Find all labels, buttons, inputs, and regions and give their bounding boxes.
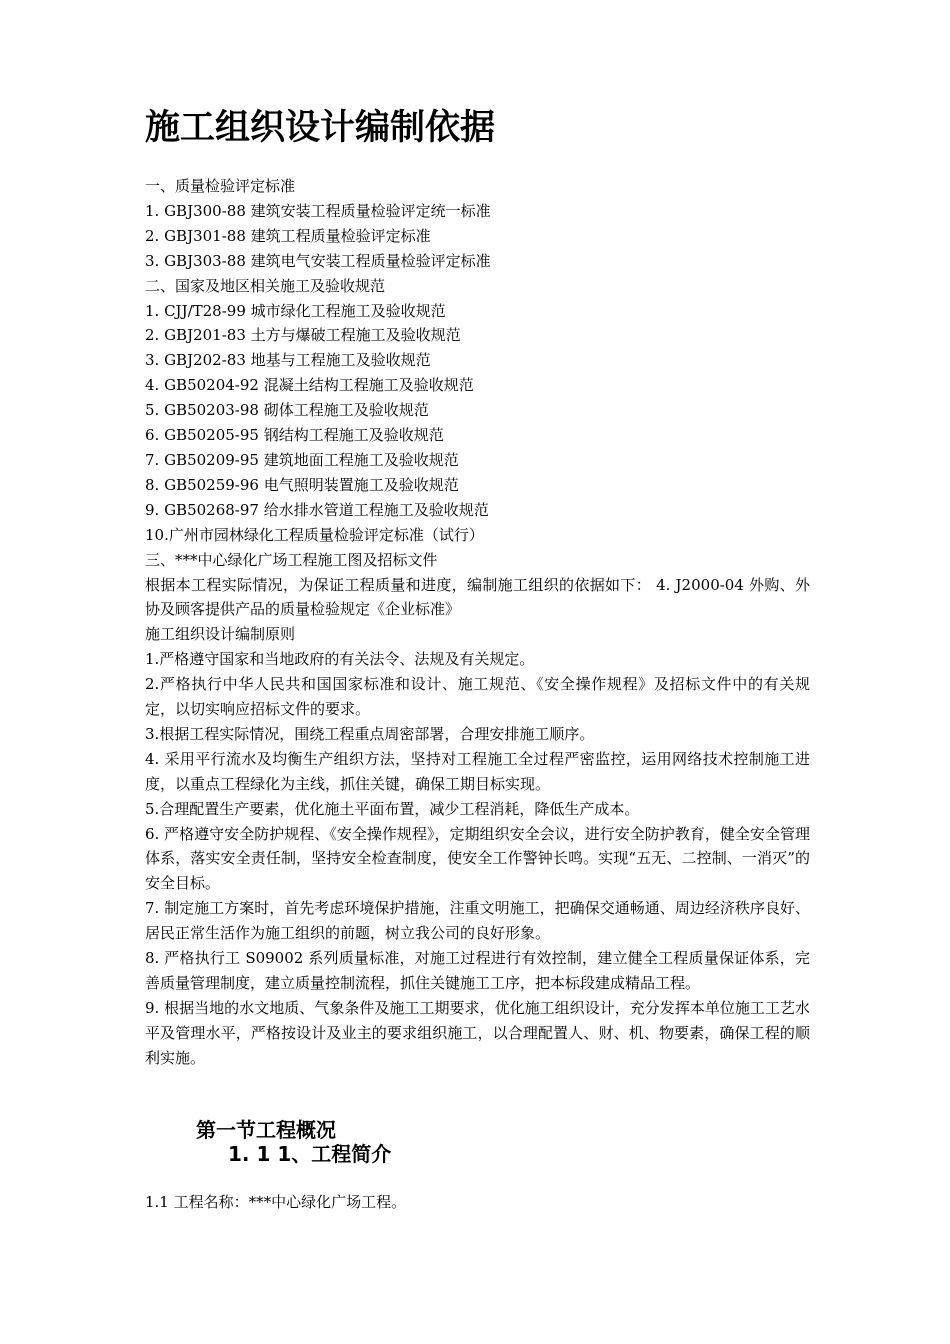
section-heading-drawings: 三、***中心绿化广场工程施工图及招标文件 (145, 550, 438, 569)
list-item: 10.广州市园林绿化工程质量检验评定标准（试行） (145, 525, 484, 544)
principle-item: 2.严格执行中华人民共和国国家标准和设计、施工规范、《安全操作规程》及招标文件中的有关规定，以切实响应招标文件的要求。 (145, 675, 810, 719)
principle-item: 9. 根据当地的水文地质、气象条件及施工工期要求，优化施工组织设计，充分发挥本单位施工工艺水平及管理水平，严格按设计及业主的要求组织施工，以合理配置人、财、机、物要素，确保工程的顺利实施。 (145, 998, 810, 1067)
document-body (145, 174, 810, 1071)
list-item: 2. GBJ201-83 土方与爆破工程施工及验收规范 (145, 326, 461, 345)
list-item: 4. GB50204-92 混凝土结构工程施工及验收规范 (145, 376, 474, 395)
list-item: 5. GB50203-98 砌体工程施工及验收规范 (145, 401, 429, 420)
list-item: 6. GB50205-95 钢结构工程施工及验收规范 (145, 426, 444, 445)
principle-item: 5.合理配置生产要素，优化施土平面布置，减少工程消耗，降低生产成本。 (145, 799, 640, 818)
section-heading: 第一节工程概况 (196, 1118, 336, 1142)
project-name-line: 1.1 工程名称：***中心绿化广场工程。 (145, 1193, 407, 1211)
principle-item: 1.严格遵守国家和当地政府的有关法令、法规及有关规定。 (145, 650, 535, 669)
list-item: 1. GBJ300-88 建筑安装工程质量检验评定统一标准 (145, 201, 491, 220)
principle-item: 4. 采用平行流水及均衡生产组织方法，坚持对工程施工全过程严密监控，运用网络技术控制施工进度，以重点工程绿化为主线，抓住关键，确保工期目标实现。 (145, 749, 810, 793)
principle-item: 3.根据工程实际情况，围绕工程重点周密部署，合理安排施工顺序。 (145, 724, 595, 743)
principle-item: 6. 严格遵守安全防护规程、《安全操作规程》，定期组织安全会议，进行安全防护教育，健全安全管理体系，落实安全责任制，坚持安全检查制度，使安全工作警钟长鸣。实现“五无、二控制、一消灭”的安全目标。 (145, 824, 810, 893)
principle-item: 7. 制定施工方案时，首先考虑环境保护措施，注重文明施工，把确保交通畅通、周边经济秩序良好、居民正常生活作为施工组织的前题，树立我公司的良好形象。 (145, 899, 810, 943)
list-item: 8. GB50259-96 电气照明装置施工及验收规范 (145, 475, 459, 494)
section-heading-quality-standards: 一、质量检验评定标准 (145, 177, 296, 195)
list-item: 3. GBJ202-83 地基与工程施工及验收规范 (145, 351, 431, 370)
list-item: 3. GBJ303-88 建筑电气安装工程质量检验评定标准 (145, 251, 491, 270)
list-item: 7. GB50209-95 建筑地面工程施工及验收规范 (145, 450, 459, 469)
subsection-heading: 1. 1 1、工程简介 (228, 1142, 392, 1166)
list-item: 1. CJJ/T28-99 城市绿化工程施工及验收规范 (145, 301, 446, 320)
list-item: 2. GBJ301-88 建筑工程质量检验评定标准 (145, 226, 431, 245)
list-item: 9. GB50268-97 给水排水管道工程施工及验收规范 (145, 500, 489, 519)
section-heading-acceptance-codes: 二、国家及地区相关施工及验收规范 (145, 276, 386, 295)
principle-item: 8. 严格执行工 S09002 系列质量标准，对施工过程进行有效控制，建立健全工程质量保证体系，完善质量管理制度，建立质量控制流程，抓住关键施工工序，把本标段建成精品工程。 (145, 949, 810, 992)
paragraph-basis: 根据本工程实际情况，为保证工程质量和进度，编制施工组织的依据如下： 4. J2000-04 外购、外协及顾客提供产品的质量检验规定《企业标准》 (145, 575, 810, 619)
document-title: 施工组织设计编制依据 (145, 108, 496, 148)
section-heading-principles: 施工组织设计编制原则 (145, 625, 296, 644)
